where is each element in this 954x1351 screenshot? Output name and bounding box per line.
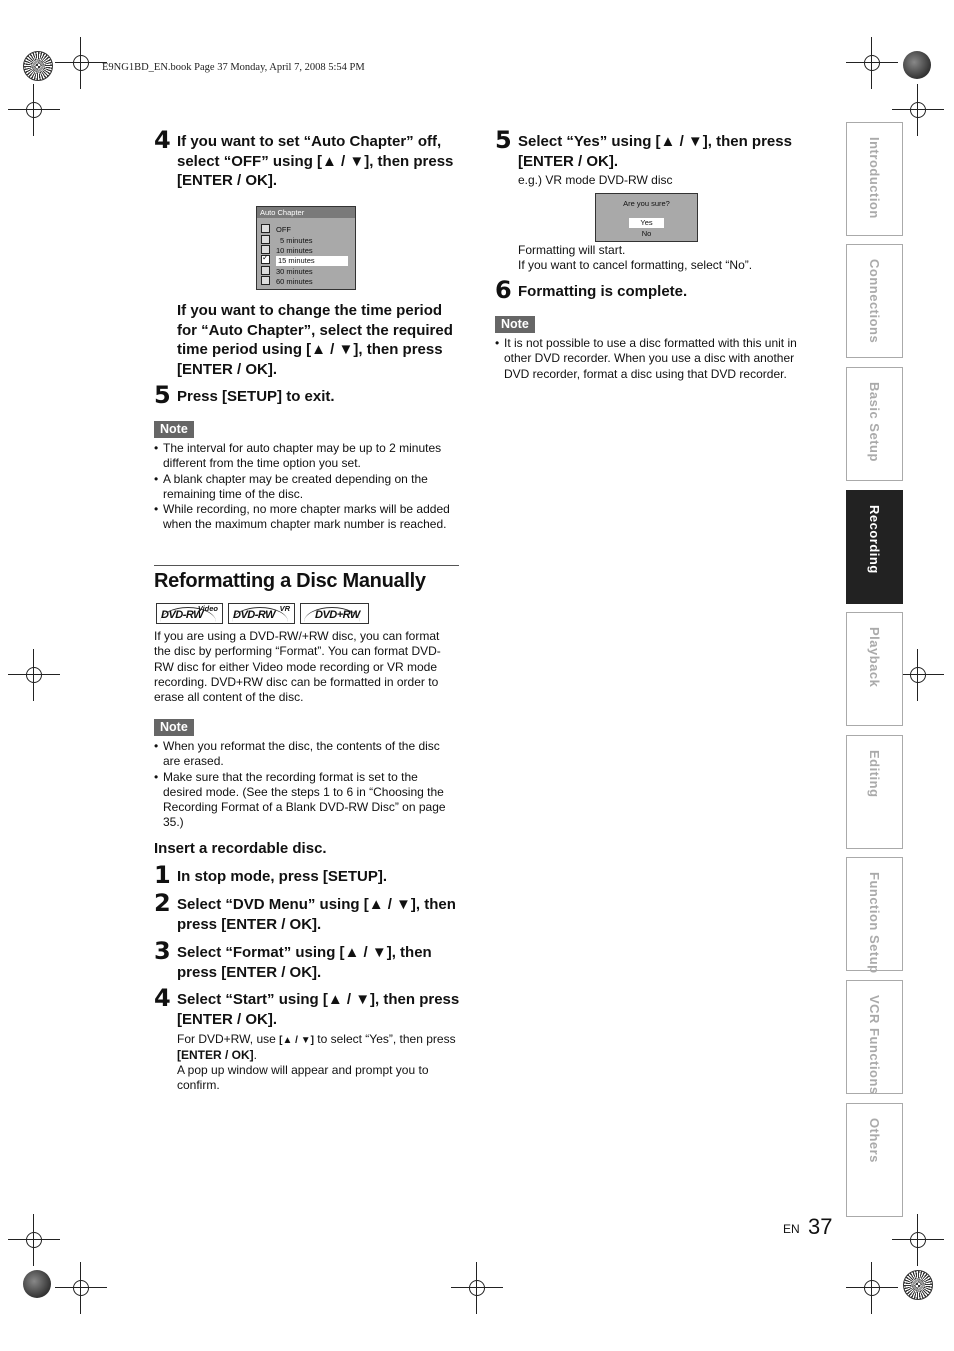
screen-title: Are you sure? bbox=[623, 199, 670, 208]
step-number: 3 bbox=[154, 937, 171, 965]
body-text: If you want to cancel formatting, select “No”. bbox=[518, 258, 753, 272]
screen-title: Auto Chapter bbox=[257, 207, 355, 218]
registration-mark bbox=[906, 98, 930, 122]
note-item: • While recording, no more chapter marks will be added when the maximum chapter mark number is reached. bbox=[154, 502, 459, 533]
print-header: E9NG1BD_EN.book Page 37 Monday, April 7, 2008 5:54 PM bbox=[102, 62, 365, 73]
screen-option: 30 minutes bbox=[261, 266, 313, 276]
registration-mark bbox=[22, 98, 46, 122]
step-instruction: Select “Start” using [▲ / ▼], then press [ENTER / OK]. bbox=[177, 991, 460, 1028]
screen-option: 5 minutes bbox=[261, 235, 313, 245]
note-list bbox=[154, 739, 459, 831]
insert-disc-instruction: Insert a recordable disc. bbox=[154, 840, 327, 857]
tab-introduction[interactable]: Introduction bbox=[846, 122, 903, 236]
confirm-screen bbox=[595, 193, 698, 242]
screen-option-selected: ✓ 15 minutes bbox=[261, 255, 348, 265]
registration-burst-top-left bbox=[23, 51, 53, 81]
note-item: • When you reformat the disc, the contents of the disc are erased. bbox=[154, 739, 459, 770]
registration-mark bbox=[22, 1228, 46, 1252]
registration-mark bbox=[22, 663, 46, 687]
step-instruction: If you want to set “Auto Chapter” off, select “OFF” using [▲ / ▼], then press [ENTER / OK]. bbox=[177, 133, 454, 189]
intro-paragraph: If you are using a DVD-RW/+RW disc, you can format the disc by performing “Format”. You can format DVD-RW disc for either Video mode recording or VR mode recording. DVD+RW disc can be formatted in order to erase all content of the disc. bbox=[154, 629, 441, 705]
screen-option: OFF bbox=[261, 224, 291, 234]
screen-option-yes: Yes bbox=[629, 218, 664, 228]
note-item: • It is not possible to use a disc formatted with this unit in other DVD recorder. When you use a disc with another DVD recorder, format a disc using that DVD recorder. bbox=[495, 336, 802, 382]
screen-option: 10 minutes bbox=[261, 245, 313, 255]
disc-icon-dvd-rw-video: Video DVD-RW bbox=[156, 603, 223, 624]
tab-connections[interactable]: Connections bbox=[846, 244, 903, 358]
page-number: 37 bbox=[808, 1214, 833, 1239]
registration-mark bbox=[69, 51, 93, 75]
screen-option: 60 minutes bbox=[261, 276, 313, 286]
registration-mark bbox=[906, 663, 930, 687]
tab-playback[interactable]: Playback bbox=[846, 612, 903, 726]
body-text: Formatting will start. bbox=[518, 243, 626, 257]
note-list bbox=[495, 336, 802, 382]
tab-others[interactable]: Others bbox=[846, 1103, 903, 1217]
auto-chapter-screen bbox=[256, 206, 356, 290]
note-label: Note bbox=[495, 316, 535, 333]
note-list bbox=[154, 441, 459, 533]
checkmark-icon: ✓ bbox=[262, 253, 269, 262]
registration-mark bbox=[860, 51, 884, 75]
registration-burst-bottom-right bbox=[903, 1270, 933, 1300]
screen-option-no: No bbox=[641, 229, 652, 238]
tab-editing[interactable]: Editing bbox=[846, 735, 903, 849]
registration-mark bbox=[465, 1276, 489, 1300]
note-item: • A blank chapter may be created depending on the remaining time of the disc. bbox=[154, 472, 459, 503]
step-number: 4 bbox=[154, 984, 171, 1012]
step-instruction: Select “DVD Menu” using [▲ / ▼], then press [ENTER / OK]. bbox=[177, 896, 456, 933]
step-instruction: Press [SETUP] to exit. bbox=[177, 388, 335, 405]
registration-dot-bottom-left bbox=[23, 1270, 51, 1298]
language-label: EN bbox=[783, 1222, 800, 1236]
step-number: 4 bbox=[154, 126, 171, 154]
step-number: 2 bbox=[154, 889, 171, 917]
note-label: Note bbox=[154, 421, 194, 438]
example-label: e.g.) VR mode DVD-RW disc bbox=[518, 173, 673, 187]
disc-icon-dvd-rw-vr: VR DVD-RW bbox=[228, 603, 295, 624]
step-number: 5 bbox=[154, 381, 171, 409]
disc-icon-dvd-plus-rw: DVD+RW bbox=[300, 603, 369, 624]
registration-dot-top-right bbox=[903, 51, 931, 79]
section-divider bbox=[154, 565, 459, 566]
registration-mark bbox=[69, 1276, 93, 1300]
note-item: • The interval for auto chapter may be up to 2 minutes different from the time option you set. bbox=[154, 441, 459, 472]
tab-recording[interactable]: Recording bbox=[846, 490, 903, 604]
step-number: 1 bbox=[154, 861, 171, 889]
step-instruction: If you want to change the time period for “Auto Chapter”, select the required time period using [▲ / ▼], then press [ENTER / OK]. bbox=[177, 302, 453, 378]
registration-mark bbox=[906, 1228, 930, 1252]
tab-basic-setup[interactable]: Basic Setup bbox=[846, 367, 903, 481]
step-sub-text: For DVD+RW, use [▲ / ▼] to select “Yes”, then press [ENTER / OK]. bbox=[177, 1032, 456, 1063]
step-instruction: Formatting is complete. bbox=[518, 283, 688, 300]
step-number: 6 bbox=[495, 276, 512, 304]
tab-vcr-functions[interactable]: VCR Functions bbox=[846, 980, 903, 1094]
registration-mark bbox=[860, 1276, 884, 1300]
step-instruction: In stop mode, press [SETUP]. bbox=[177, 868, 388, 885]
step-sub-text: A pop up window will appear and prompt you to confirm. bbox=[177, 1063, 429, 1093]
step-number: 5 bbox=[495, 126, 512, 154]
step-instruction: Select “Format” using [▲ / ▼], then press [ENTER / OK]. bbox=[177, 944, 432, 981]
note-item: • Make sure that the recording format is set to the desired mode. (See the steps 1 to 6 in “Choosing the Recording Format of a Blank DVD-RW Disc” on page 35.) bbox=[154, 770, 459, 831]
section-title: Reformatting a Disc Manually bbox=[154, 570, 426, 592]
note-label: Note bbox=[154, 719, 194, 736]
tab-function-setup[interactable]: Function Setup bbox=[846, 857, 903, 971]
step-instruction: Select “Yes” using [▲ / ▼], then press [ENTER / OK]. bbox=[518, 133, 792, 170]
